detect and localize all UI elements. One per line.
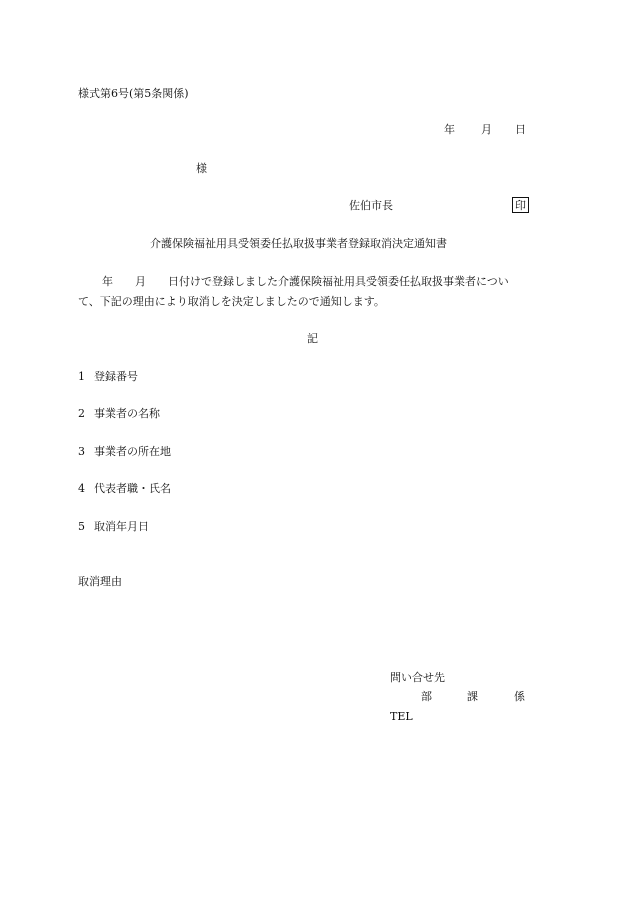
body-month-label: 月 xyxy=(135,275,146,288)
body-text-1: 日付けで登録しました介護保険福祉用具受領委任払取扱事業者につい xyxy=(168,275,509,288)
addressee-suffix: 様 xyxy=(196,162,207,175)
seal-mark: 印 xyxy=(512,197,529,213)
date-year-label: 年 xyxy=(444,123,455,136)
contact-unit-label: 係 xyxy=(514,690,525,703)
contact-section-label: 課 xyxy=(467,690,478,703)
item-label: 代表者職・氏名 xyxy=(94,482,171,495)
date-day-label: 日 xyxy=(515,123,526,136)
reason-label: 取消理由 xyxy=(78,575,122,588)
contact-department-label: 部 xyxy=(421,690,432,703)
form-number: 様式第6号(第5条関係) xyxy=(78,87,189,100)
contact-tel-label: TEL xyxy=(390,710,413,723)
document-title: 介護保険福祉用具受領委任払取扱事業者登録取消決定通知書 xyxy=(150,237,447,250)
item-number: 2 xyxy=(78,407,85,420)
item-number: 5 xyxy=(78,520,85,533)
contact-title: 問い合せ先 xyxy=(390,671,445,684)
item-label: 事業者の名称 xyxy=(94,407,160,420)
item-label: 取消年月日 xyxy=(94,520,149,533)
list-item xyxy=(78,446,171,457)
list-item xyxy=(78,521,149,532)
item-label: 登録番号 xyxy=(94,370,138,383)
body-line-2: て、下記の理由により取消しを決定しましたので通知します。 xyxy=(78,295,385,308)
list-item xyxy=(78,483,171,494)
item-number: 3 xyxy=(78,445,85,458)
body-year-label: 年 xyxy=(102,275,113,288)
date-month-label: 月 xyxy=(481,123,492,136)
item-number: 4 xyxy=(78,482,85,495)
issuer-name: 佐伯市長 xyxy=(349,199,393,212)
item-label: 事業者の所在地 xyxy=(94,445,171,458)
list-item xyxy=(78,408,160,419)
item-number: 1 xyxy=(78,370,85,383)
body-line-1 xyxy=(78,276,509,287)
list-item xyxy=(78,371,138,382)
ki-heading: 記 xyxy=(307,332,318,345)
